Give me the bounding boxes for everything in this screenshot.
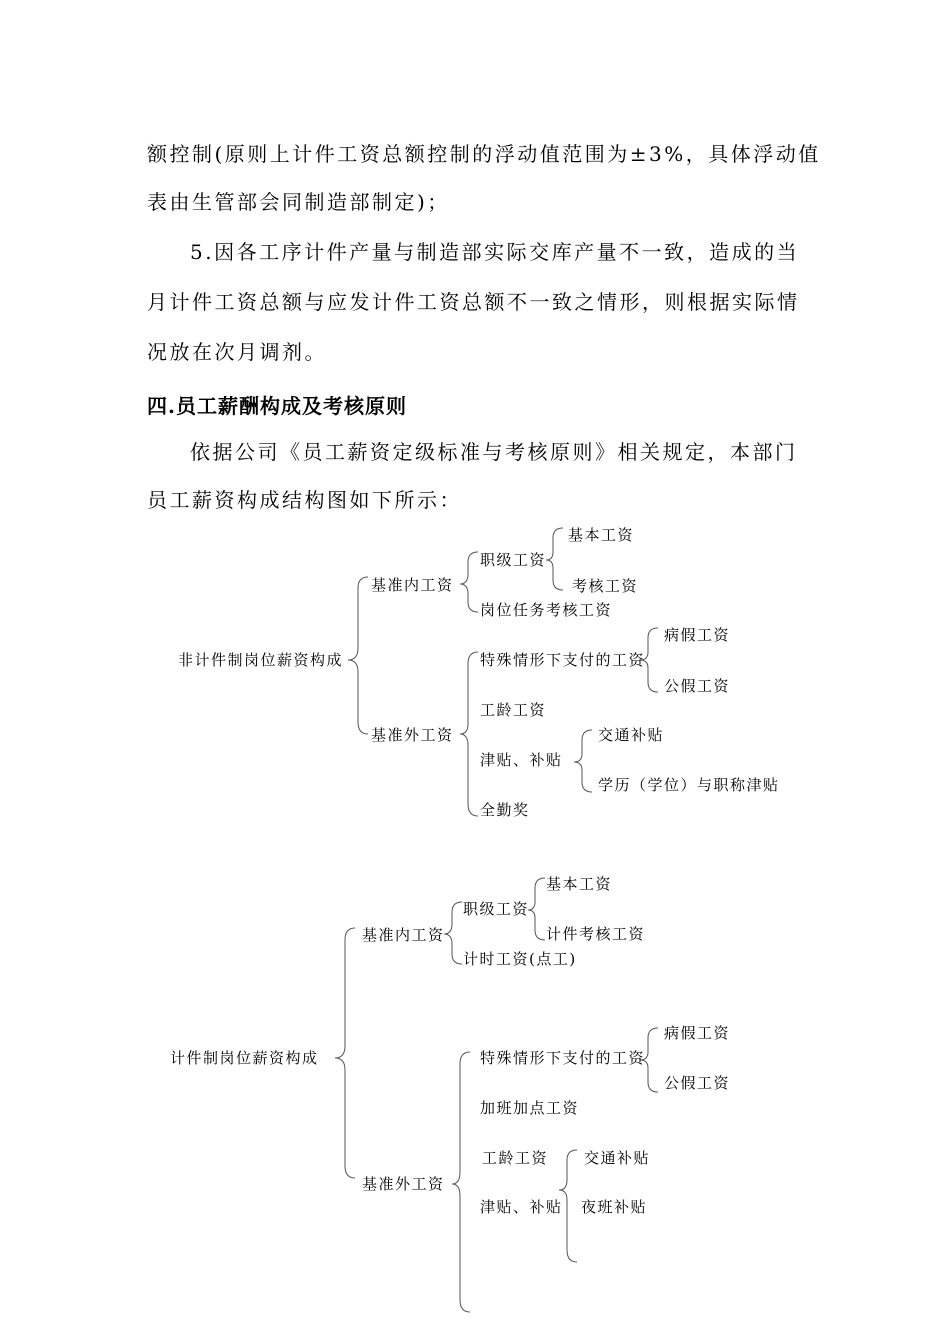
paragraph-line: 5.因各工序计件产量与制造部实际交库产量不一致，造成的当 <box>190 240 800 264</box>
node-transport-allowance: 交通补贴 <box>584 1149 651 1167</box>
node-outer-wage: 基准外工资 <box>371 726 454 744</box>
brace <box>546 528 563 590</box>
paragraph-line: 月计件工资总额与应发计件工资总额不一致之情形，则根据实际情 <box>147 290 800 314</box>
brace <box>348 577 368 734</box>
node-public-leave-wage: 公假工资 <box>664 1074 731 1092</box>
brace <box>574 730 592 792</box>
node-hourly-wage: 计时工资(点工) <box>463 950 577 968</box>
node-basic-wage: 基本工资 <box>568 526 635 544</box>
paragraph-line: 况放在次月调剂。 <box>147 340 327 364</box>
paragraph-line: 员工薪资构成结构图如下所示： <box>147 488 462 512</box>
node-night-shift-allowance: 夜班补贴 <box>581 1198 648 1216</box>
node-rank-wage: 职级工资 <box>463 900 530 918</box>
node-seniority-wage: 工龄工资 <box>482 1149 549 1167</box>
paragraph-line: 依据公司《员工薪资定级标准与考核原则》相关规定，本部门 <box>190 440 798 464</box>
node-basic-wage: 基本工资 <box>546 875 613 893</box>
paragraph-line: 额控制(原则上计件工资总额控制的浮动值范围为±3%，具体浮动值 <box>147 142 821 166</box>
node-outer-wage: 基准外工资 <box>362 1175 445 1193</box>
section-heading: 四.员工薪酬构成及考核原则 <box>147 394 407 418</box>
node-sick-leave-wage: 病假工资 <box>664 626 731 644</box>
node-piece-assess-wage: 计件考核工资 <box>546 925 646 943</box>
node-public-leave-wage: 公假工资 <box>664 677 731 695</box>
node-inner-wage: 基准内工资 <box>371 576 454 594</box>
node-allowance: 津贴、补贴 <box>480 1198 563 1216</box>
node-assess-wage: 考核工资 <box>572 577 639 595</box>
brace <box>335 928 355 1178</box>
brace <box>460 552 478 612</box>
node-inner-wage: 基准内工资 <box>362 926 445 944</box>
node-rank-wage: 职级工资 <box>480 551 547 569</box>
node-special-wage: 特殊情形下支付的工资 <box>480 651 646 669</box>
node-overtime-wage: 加班加点工资 <box>480 1099 580 1117</box>
brace <box>452 1052 470 1312</box>
node-education-allowance: 学历（学位）与职称津贴 <box>598 776 780 794</box>
node-seniority-wage: 工龄工资 <box>480 701 547 719</box>
brace <box>528 878 545 940</box>
node-special-wage: 特殊情形下支付的工资 <box>480 1049 646 1067</box>
diagram-root-non-piece: 非计件制岗位薪资构成 <box>178 651 344 669</box>
node-allowance: 津贴、补贴 <box>480 751 563 769</box>
paragraph-line: 表由生管部会同制造部制定)； <box>147 190 450 214</box>
brace <box>460 652 478 816</box>
node-sick-leave-wage: 病假工资 <box>664 1024 731 1042</box>
node-post-task-wage: 岗位任务考核工资 <box>480 601 613 619</box>
node-transport-allowance: 交通补贴 <box>598 726 665 744</box>
diagram-root-piece: 计件制岗位薪资构成 <box>170 1049 319 1067</box>
brace <box>444 902 462 964</box>
node-attendance-bonus: 全勤奖 <box>480 801 530 819</box>
